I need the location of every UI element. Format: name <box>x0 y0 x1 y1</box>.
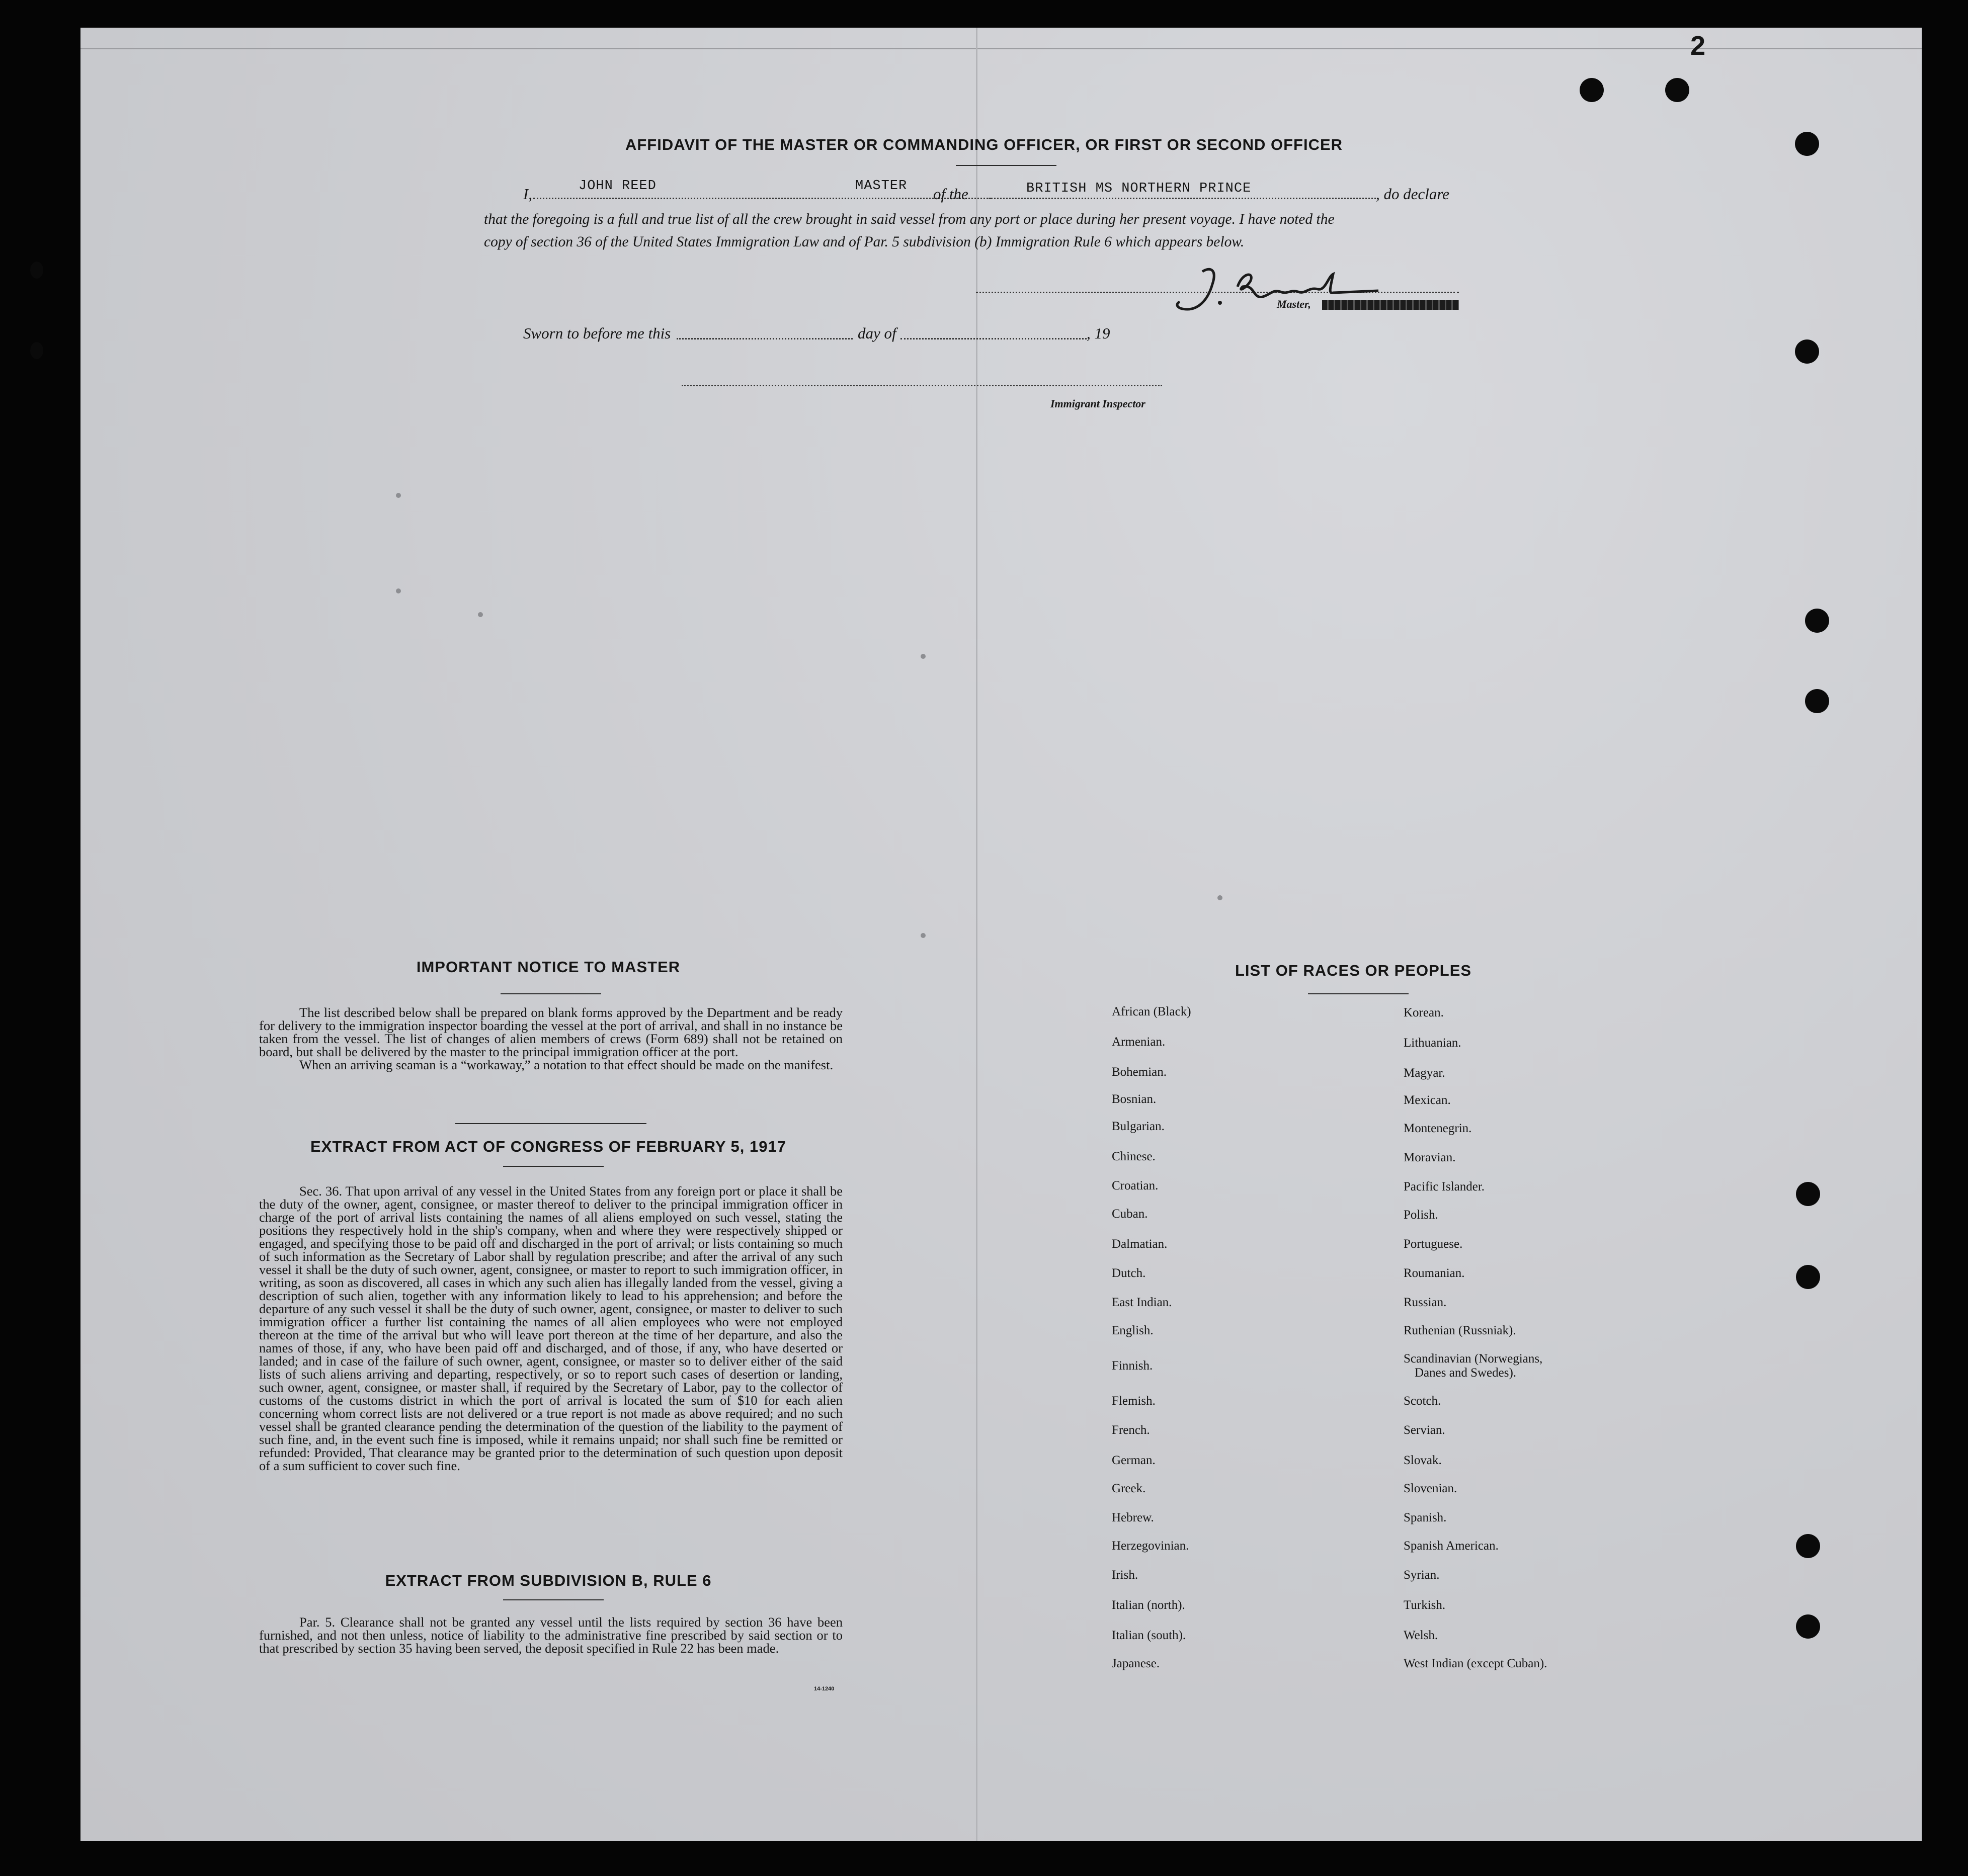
race-item: Scotch. <box>1404 1394 1441 1408</box>
notice-text <box>259 1006 843 1071</box>
race-item: Slovak. <box>1404 1454 1442 1467</box>
extract-act-heading: EXTRACT FROM ACT OF CONGRESS OF FEBRUARY 5, 1917 <box>310 1138 786 1155</box>
section-rule <box>455 1123 646 1124</box>
race-item: Chinese. <box>1112 1150 1156 1163</box>
race-item: African (Black) <box>1112 1005 1191 1018</box>
race-item: Ruthenian (Russniak). <box>1404 1324 1516 1337</box>
race-item: Hebrew. <box>1112 1511 1154 1524</box>
sworn-label: Sworn to before me this <box>523 324 671 342</box>
punch-hole <box>1805 689 1829 713</box>
race-item: Mexican. <box>1404 1093 1451 1107</box>
vessel-name: BRITISH MS NORTHERN PRINCE <box>1026 181 1252 196</box>
inspector-line <box>682 385 1162 386</box>
race-item: Scandinavian (Norwegians, <box>1404 1352 1543 1366</box>
punch-hole <box>30 262 43 279</box>
inspector-label: Immigrant Inspector <box>1050 397 1145 410</box>
race-item: Bohemian. <box>1112 1065 1167 1079</box>
section-36-text: Sec. 36. That upon arrival of any vessel in the United States from any foreign port or place it shall be the duty of the owner, agent, consignee, or master thereof to deliver to the principal immigration officer in charge of the port of arrival lists containing the names of all aliens employed on such vessel, stating the positions they respectively hold in the ship's company, when and where they were respectively shipped or engaged, and specifying those to be paid off and discharged in the port of arrival; or lists containing so much of such information as the Secretary of Labor shall by regulation prescribe; and after the arrival of any such vessel it shall be the duty of such owner, agent, consignee, or master to report to such immigration officer, in writing, as soon as discovered, all cases in which any such alien has illegally landed from the vessel, giving a description of such alien, together with any information likely to lead to his apprehension; and before the departure of any such vessel it shall be the duty of such owner, agent, consignee, or master to deliver to such immigration officer a further list containing the names of all alien employees who were not employed thereon at the time of the arrival but who will leave port thereon at the time of her departure, and also the names of those, if any, who have been paid off and discharged, and of those, if any, who have deserted or landed; and in case of the failure of such owner, agent, consignee, or master so to deliver either of the said lists of such aliens arriving and departing, respectively, or so to report such cases of desertion or landing, such owner, agent, consignee, or master shall, if required by the Secretary of Labor, pay to the collector of customs of the customs district in which the port of arrival is located the sum of $10 for each alien concerning whom correct lists are not delivered or a true report is not made as above required; and no such vessel shall be granted clearance pending the determination of the question of the liability to the payment of such fine, and, in the event such fine is imposed, while it remains unpaid; nor shall such fine be remitted or refunded: Provided, That clearance may be granted prior to the determination of such question upon deposit of a sum sufficient to cover such fine. <box>259 1183 843 1473</box>
extract-act-rule <box>503 1166 604 1167</box>
punch-hole <box>1580 78 1604 102</box>
punch-hole <box>1805 609 1829 633</box>
notice-paragraph-1: The list described below shall be prepared on blank forms approved by the Department and be ready for delivery to the immigration inspector boarding the vessel at the port of arrival, and shall in no instance be taken from the vessel. The list of changes of alien members of crews (Form 689) shall not be retained on board, but shall be delivered by the master to the principal immigration officer at the port. <box>259 1005 843 1059</box>
of-the-label: of the <box>933 185 968 203</box>
affidavit-line-3: copy of section 36 of the United States Immigration Law and of Par. 5 subdivision (b) Immigration Rule 6 which appears below. <box>484 234 1245 250</box>
race-item: Russian. <box>1404 1296 1447 1309</box>
punch-hole <box>1796 1182 1820 1206</box>
race-item: Armenian. <box>1112 1035 1166 1049</box>
punch-hole <box>1795 339 1819 364</box>
vessel-line <box>989 198 1376 199</box>
sworn-month-line <box>900 338 1087 339</box>
sworn-day-line <box>677 338 853 339</box>
paragraph-5-text: Par. 5. Clearance shall not be granted any vessel until the lists required by section 36 have been furnished, and not then unless, notice of liability to the administrative fine prescribed by said section or to that prescribed by section 35 having been served, the deposit specified in Rule 22 has been made. <box>259 1614 843 1656</box>
race-item: Finnish. <box>1112 1359 1153 1373</box>
race-item: Dalmatian. <box>1112 1237 1168 1251</box>
race-item: Korean. <box>1404 1006 1444 1019</box>
punch-hole <box>1796 1614 1820 1639</box>
race-item: Turkish. <box>1404 1598 1446 1612</box>
race-item: West Indian (except Cuban). <box>1404 1657 1547 1670</box>
race-item: Polish. <box>1404 1208 1438 1222</box>
race-item: East Indian. <box>1112 1296 1172 1309</box>
race-item: Portuguese. <box>1404 1237 1463 1251</box>
bleed-mark <box>478 612 483 617</box>
day-of-label: day of <box>858 324 896 342</box>
punch-hole <box>1665 78 1689 102</box>
page-mark: 2 <box>1690 31 1706 61</box>
race-item: Herzegovinian. <box>1112 1539 1189 1553</box>
race-item: Lithuanian. <box>1404 1036 1461 1050</box>
race-item: Italian (north). <box>1112 1598 1185 1612</box>
bleed-mark <box>396 493 401 498</box>
race-item: Bosnian. <box>1112 1092 1157 1106</box>
race-item: German. <box>1112 1454 1156 1467</box>
race-item: Pacific Islander. <box>1404 1180 1485 1193</box>
race-item: English. <box>1112 1324 1154 1337</box>
race-item: Spanish. <box>1404 1511 1447 1524</box>
affidavit-i-label: I, <box>523 185 533 203</box>
race-item: Dutch. <box>1112 1266 1146 1280</box>
extract-rule-rule <box>503 1599 604 1600</box>
race-item: Irish. <box>1112 1568 1138 1582</box>
master-name: JOHN REED <box>579 179 657 194</box>
notice-heading: IMPORTANT NOTICE TO MASTER <box>416 958 681 976</box>
name-line <box>533 198 991 199</box>
punch-hole <box>1796 1265 1820 1289</box>
race-item: Welsh. <box>1404 1629 1438 1642</box>
notice-rule <box>501 993 601 994</box>
race-item: Magyar. <box>1404 1066 1445 1080</box>
year-label: , 19 <box>1087 324 1110 342</box>
title-rule <box>956 165 1056 166</box>
punch-hole <box>30 342 43 359</box>
race-item: Spanish American. <box>1404 1539 1499 1553</box>
race-item: Roumanian. <box>1404 1266 1465 1280</box>
bleed-mark <box>396 588 401 593</box>
extract-act-text <box>259 1184 843 1472</box>
race-item: Montenegrin. <box>1404 1122 1472 1135</box>
race-item: Moravian. <box>1404 1151 1456 1164</box>
affidavit-title: AFFIDAVIT OF THE MASTER OR COMMANDING OFFICER, OR FIRST OR SECOND OFFICER <box>625 136 1343 153</box>
extract-rule-text <box>259 1615 843 1655</box>
races-heading: LIST OF RACES OR PEOPLES <box>1235 962 1472 979</box>
punch-hole <box>1796 1534 1820 1558</box>
document-sheet <box>80 28 1922 1841</box>
page-fold-line <box>976 28 977 1841</box>
race-item: Italian (south). <box>1112 1629 1186 1642</box>
race-item: Slovenian. <box>1404 1482 1457 1495</box>
race-item: Flemish. <box>1112 1394 1156 1408</box>
race-item: Bulgarian. <box>1112 1120 1165 1133</box>
bleed-mark <box>921 933 926 938</box>
bleed-mark <box>1217 895 1222 900</box>
sheet-top-edge <box>80 28 1922 49</box>
form-number: 14-1240 <box>814 1686 835 1692</box>
do-declare-label: , do declare <box>1376 185 1450 203</box>
races-rule <box>1308 993 1409 994</box>
master-rank: MASTER <box>855 179 908 194</box>
notice-paragraph-2: When an arriving seaman is a “workaway,” a notation to that effect should be made on the manifest. <box>299 1057 834 1072</box>
race-item: French. <box>1112 1423 1150 1437</box>
race-item: Greek. <box>1112 1482 1146 1495</box>
race-item: Danes and Swedes). <box>1415 1366 1517 1380</box>
race-item: Japanese. <box>1112 1657 1160 1670</box>
race-item: Servian. <box>1404 1423 1445 1437</box>
master-signature <box>1167 262 1388 322</box>
struck-out-text <box>1322 300 1459 310</box>
race-item: Syrian. <box>1404 1568 1440 1582</box>
master-label: Master, <box>1277 298 1311 310</box>
bleed-mark <box>921 654 926 659</box>
extract-rule-heading: EXTRACT FROM SUBDIVISION B, RULE 6 <box>385 1572 712 1589</box>
race-item: Cuban. <box>1112 1207 1148 1221</box>
race-item: Croatian. <box>1112 1179 1159 1192</box>
affidavit-line-2: that the foregoing is a full and true list of all the crew brought in said vessel from any port or place during her present voyage. I have noted the <box>484 211 1335 227</box>
